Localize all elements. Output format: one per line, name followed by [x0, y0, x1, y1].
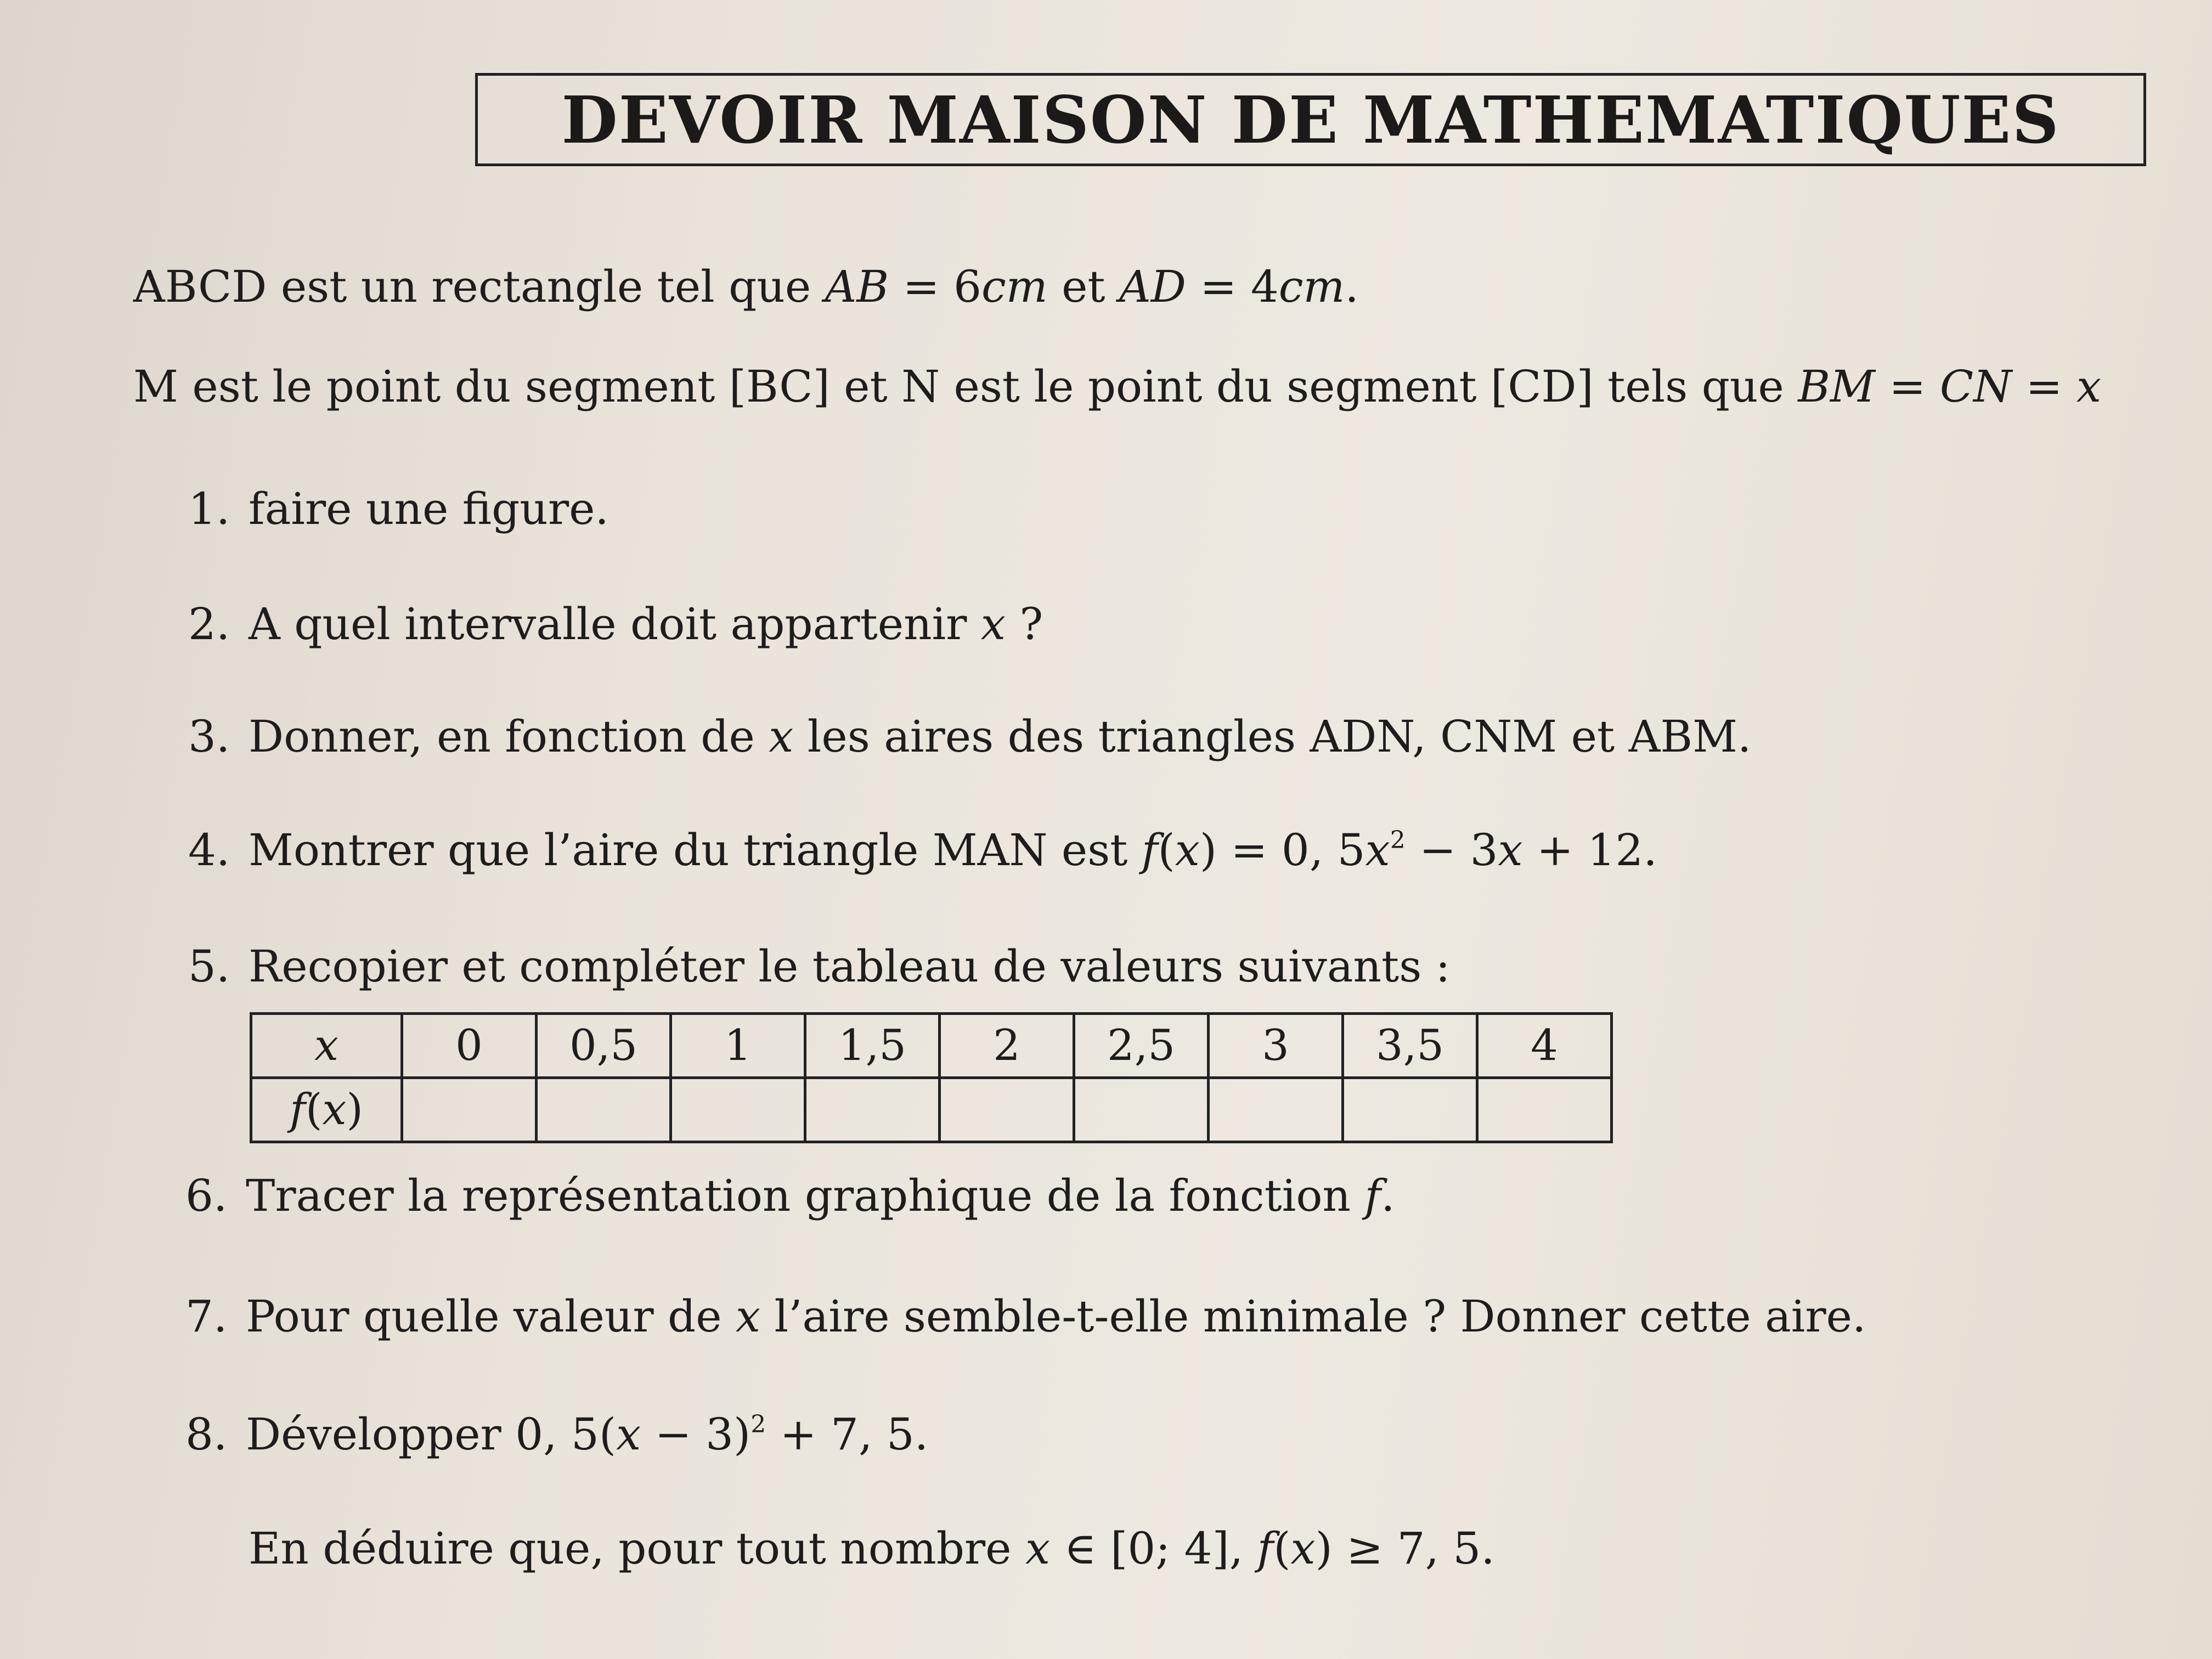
table-cell-x: 1,5	[805, 1014, 940, 1078]
table-cell-fx	[940, 1078, 1074, 1142]
table-row-fx	[251, 1078, 1612, 1142]
table-cell-x: 0	[402, 1014, 537, 1078]
math-bm: BM	[1798, 361, 1875, 412]
table-row-x	[251, 1014, 1612, 1078]
table-cell-x: 0,5	[537, 1014, 671, 1078]
question-text: − 3	[1405, 825, 1498, 876]
question-text: + 7, 5.	[766, 1409, 929, 1460]
table-cell-fx	[402, 1078, 537, 1142]
math-x: x	[2076, 361, 2102, 412]
question-1	[188, 483, 609, 534]
math-unit: cm	[981, 261, 1048, 312]
math-f: f	[1141, 825, 1158, 876]
question-text: les aires des triangles ADN, CNM et ABM.	[793, 711, 1752, 762]
intro-text: ABCD est un rectangle tel que	[133, 261, 825, 312]
table-header-x: x	[251, 1014, 402, 1078]
math-ab: AB	[825, 261, 889, 312]
question-text: faire une figure.	[249, 483, 609, 534]
table-cell-x: 3,5	[1343, 1014, 1477, 1078]
question-text: ?	[1005, 599, 1043, 650]
question-text: l’aire semble-t-elle minimale ? Donner cette aire.	[760, 1291, 1866, 1342]
page-title: DEVOIR MAISON DE MATHEMATIQUES	[561, 81, 2060, 158]
math-f: f	[1257, 1523, 1274, 1574]
question-text: Montrer que l’aire du triangle MAN est	[249, 825, 1142, 876]
question-8-continuation	[249, 1523, 1495, 1574]
question-8	[185, 1409, 929, 1460]
question-text: Pour quelle valeur de	[246, 1291, 736, 1342]
question-text: − 3)	[641, 1409, 751, 1460]
table-cell-fx	[1477, 1078, 1612, 1142]
math-x: x	[1175, 825, 1200, 876]
exponent: 2	[1390, 826, 1406, 855]
math-x: x	[1365, 825, 1390, 876]
question-text: ) = 0, 5	[1199, 825, 1365, 876]
math-x: x	[735, 1291, 761, 1342]
intro-line-2	[133, 361, 2102, 412]
table-cell-x: 1	[671, 1014, 805, 1078]
question-text: Donner, en fonction de	[249, 711, 769, 762]
table-cell-x: 2	[940, 1014, 1074, 1078]
math-f: f	[1364, 1170, 1381, 1221]
table-cell-fx	[671, 1078, 805, 1142]
question-text: A quel intervalle doit appartenir	[249, 599, 981, 650]
question-text: Tracer la représentation graphique de la fonction	[246, 1170, 1365, 1221]
intro-text: = 6	[889, 261, 981, 312]
table-cell-fx	[1209, 1078, 1343, 1142]
math-x: x	[1498, 825, 1523, 876]
table-cell-fx	[1343, 1078, 1477, 1142]
intro-text: =	[2012, 361, 2076, 412]
math-x: x	[1290, 1523, 1316, 1574]
question-number: 1.	[188, 483, 230, 534]
question-text: ) ≥ 7, 5.	[1315, 1523, 1495, 1574]
math-ad: AD	[1119, 261, 1186, 312]
values-table	[250, 1012, 1613, 1143]
title-box	[475, 73, 2146, 166]
question-text: + 12.	[1522, 825, 1657, 876]
exponent: 2	[751, 1410, 766, 1439]
intro-line-1	[133, 261, 1359, 312]
question-7	[185, 1291, 1866, 1342]
question-text: ∈ [0; 4],	[1050, 1523, 1257, 1574]
question-number: 5.	[188, 941, 230, 992]
question-number: 6.	[185, 1170, 228, 1221]
math-x: x	[769, 711, 794, 762]
question-text: Recopier et compléter le tableau de valeurs suivants :	[249, 941, 1451, 992]
intro-text: .	[1345, 261, 1359, 312]
question-text: Développer 0, 5(	[246, 1409, 617, 1460]
table-cell-fx	[537, 1078, 671, 1142]
math-unit: cm	[1278, 261, 1345, 312]
question-4	[188, 825, 1657, 876]
question-text: (	[1158, 825, 1175, 876]
question-2	[188, 599, 1043, 650]
question-3	[188, 711, 1752, 762]
math-x: x	[616, 1409, 641, 1460]
question-number: 8.	[185, 1409, 228, 1460]
intro-text: =	[1875, 361, 1940, 412]
question-number: 3.	[188, 711, 230, 762]
question-number: 2.	[188, 599, 230, 650]
question-number: 7.	[185, 1291, 228, 1342]
question-6	[185, 1170, 1395, 1221]
math-cn: CN	[1939, 361, 2012, 412]
table-cell-x: 3	[1209, 1014, 1343, 1078]
table-header-fx: f(x)	[251, 1078, 402, 1142]
question-number: 4.	[188, 825, 230, 876]
table-cell-fx	[1074, 1078, 1209, 1142]
question-text: (	[1273, 1523, 1291, 1574]
intro-text: = 4	[1186, 261, 1279, 312]
question-text: .	[1381, 1170, 1395, 1221]
question-5	[188, 941, 1451, 992]
math-x: x	[980, 599, 1006, 650]
table-cell-fx	[805, 1078, 940, 1142]
intro-text: et	[1047, 261, 1120, 312]
table-cell-x: 2,5	[1074, 1014, 1209, 1078]
math-x: x	[1025, 1523, 1051, 1574]
intro-text: M est le point du segment [BC] et N est le point du segment [CD] tels que	[133, 361, 1798, 412]
table-cell-x: 4	[1477, 1014, 1612, 1078]
question-text: En déduire que, pour tout nombre	[249, 1523, 1025, 1574]
